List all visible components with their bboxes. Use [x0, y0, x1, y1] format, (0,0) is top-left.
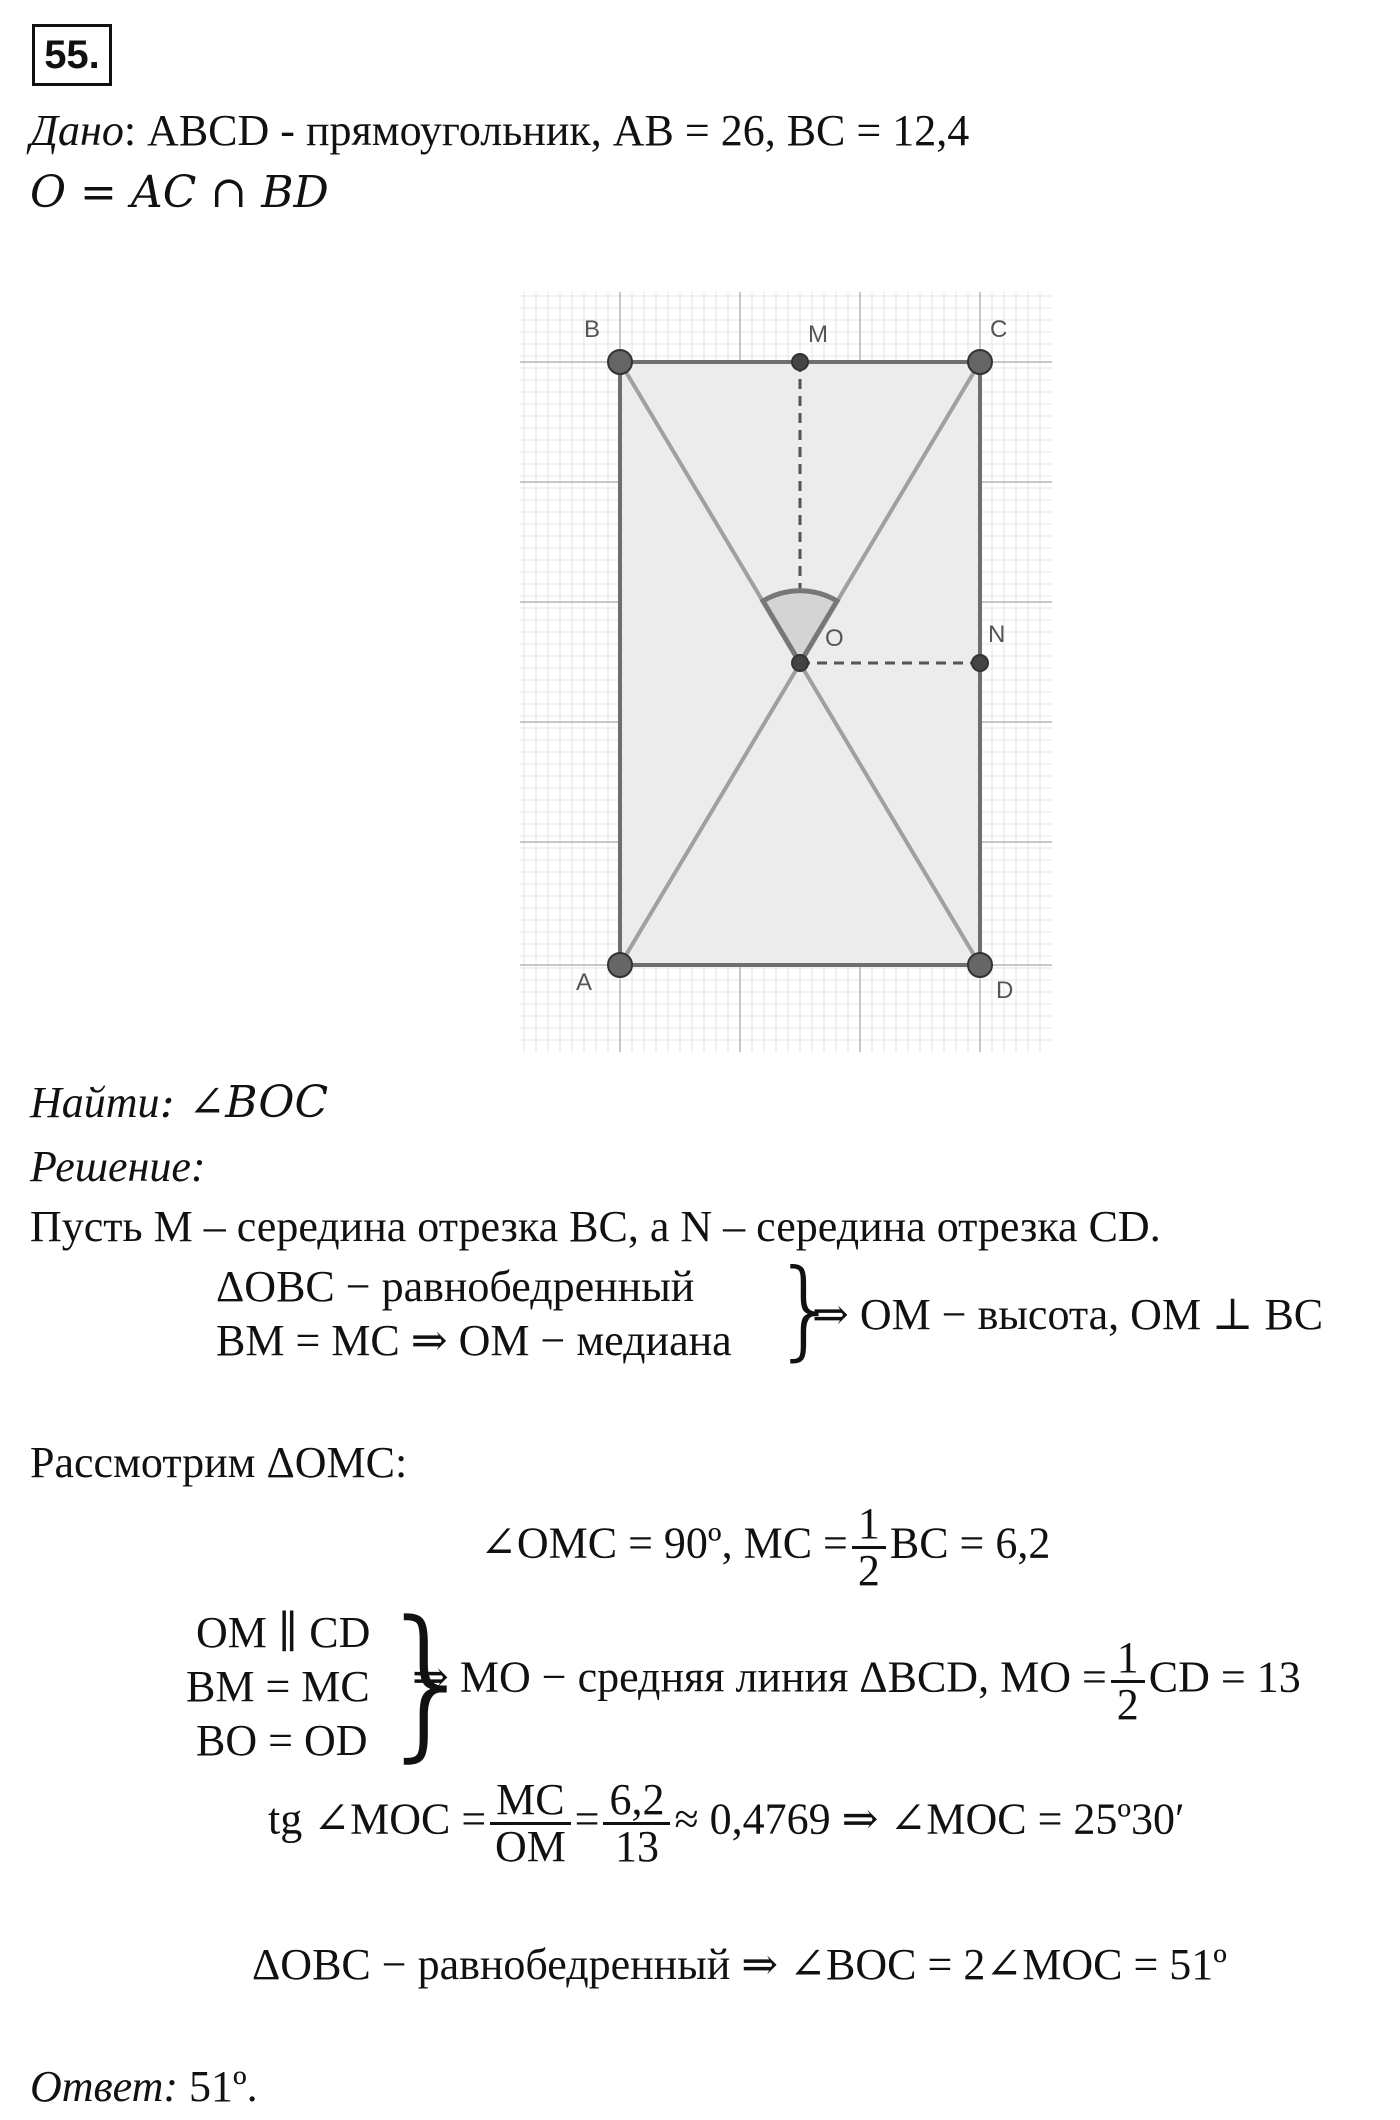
tg-lead: tg ∠MOC = [268, 1794, 487, 1844]
sys2-line-1: OM ∥ CD [196, 1608, 371, 1657]
find-label: Найти [30, 1078, 160, 1127]
geometry-figure [520, 292, 1052, 1052]
sys2-line-3: BO = OD [196, 1716, 368, 1765]
label-a: A [576, 969, 593, 996]
fraction-half-1: $\frac{1}{2}$ [852, 1502, 886, 1593]
tg-line [268, 1775, 1185, 1871]
fraction-half-2: $\frac{1}{2}$ [1111, 1636, 1145, 1727]
label-d: D [996, 977, 1014, 1004]
answer-value: 51º. [189, 2062, 258, 2111]
angle-line-right: BC = 6,2 [889, 1518, 1051, 1568]
find-value: : ∠BOC [159, 1077, 329, 1128]
label-c: C [990, 316, 1008, 343]
label-n: N [988, 621, 1006, 648]
point-o [792, 655, 808, 671]
right-brace-2: } [376, 1586, 481, 1777]
solution-label: Решение: [30, 1142, 206, 1191]
point-n [972, 655, 988, 671]
find-line [30, 1076, 328, 1130]
given-line-1 [30, 104, 969, 158]
right-brace-1: } [772, 1247, 841, 1372]
fraction-62-13: $\frac{6,2}{13}$ [603, 1778, 670, 1869]
consider-line: Рассмотрим ΔOMC: [30, 1438, 408, 1487]
sys1-line-2: BM = MC ⇒ OM − медиана [216, 1316, 732, 1365]
solution-intro: Пусть M – середина отрезка BC, а N – середина отрезка CD. [30, 1202, 1161, 1251]
label-m: M [808, 321, 828, 348]
fraction-mc-om: $\frac{MC}{OM}$ [490, 1778, 570, 1869]
point-b [608, 350, 632, 374]
given-text: : ABCD - прямоугольник, AB = 26, BC = 12,4 [123, 106, 970, 155]
final-line: ΔOBC − равнобедренный ⇒ ∠BOC = 2∠MOC = 51º [252, 1940, 1227, 1989]
sys2-result-right: CD = 13 [1148, 1652, 1301, 1702]
label-o: O [825, 625, 844, 652]
point-m [792, 354, 808, 370]
answer-line [30, 2060, 258, 2114]
angle-line-left: ∠OMC = 90º, MC = [480, 1518, 848, 1568]
sys2-result-left: ⇒ MO − средняя линия ΔBCD, MO = [412, 1652, 1107, 1702]
point-d [968, 953, 992, 977]
tg-tail: ≈ 0,4769 ⇒ ∠MOC = 25º30′ [674, 1794, 1185, 1844]
given-line-2: O = AC ∩ BD [30, 167, 329, 218]
point-c [968, 350, 992, 374]
sys1-line-1: ΔOBC − равнобедренный [216, 1262, 695, 1311]
tg-eq: = [574, 1794, 600, 1844]
angle-line [480, 1499, 1051, 1595]
sys2-line-2: BM = MC [186, 1662, 370, 1711]
problem-number: 55. [32, 24, 112, 86]
label-b: B [584, 316, 601, 343]
given-label: Дано [30, 106, 124, 155]
answer-label: Ответ: [30, 2062, 179, 2111]
sys2-result [412, 1633, 1301, 1729]
sys1-result: ⇒ OM − высота, OM ⊥ BC [812, 1290, 1324, 1339]
point-a [608, 953, 632, 977]
